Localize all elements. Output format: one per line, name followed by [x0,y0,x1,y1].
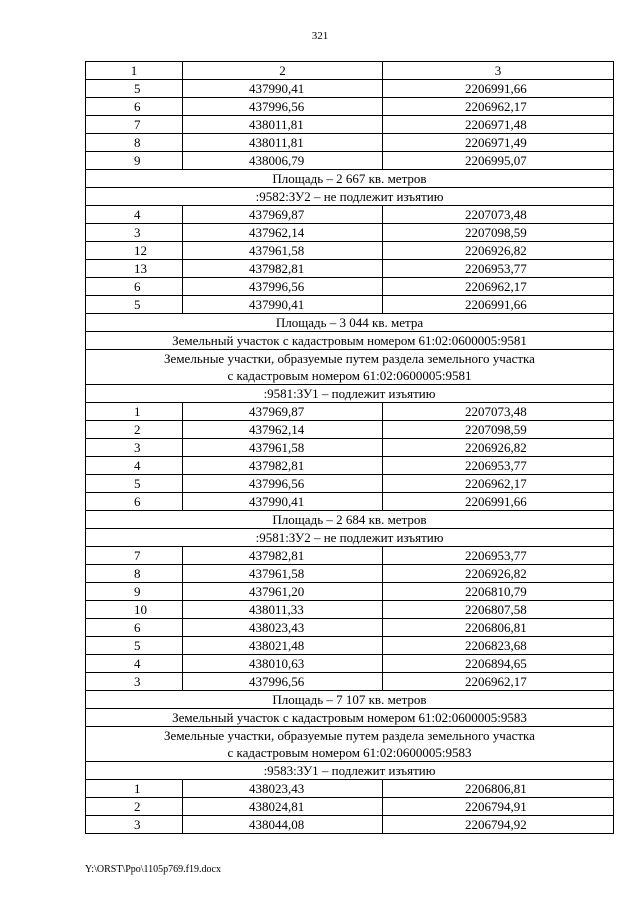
y-coordinate-cell: 2206962,17 [383,475,614,493]
point-number-cell: 3 [86,224,183,242]
header-cell-x: 2 [183,62,383,80]
table-row [86,152,614,170]
point-number-cell: 6 [86,493,183,511]
y-coordinate-cell: 2207098,59 [383,421,614,439]
y-coordinate-cell: 2206991,66 [383,296,614,314]
header-cell-point: 1 [86,62,183,80]
section-row [86,314,614,332]
point-number-cell: 8 [86,134,183,152]
point-number-cell: 4 [86,206,183,224]
y-coordinate-cell: 2206991,66 [383,493,614,511]
section-caption [86,529,614,547]
point-number-cell: 5 [86,80,183,98]
file-path-footer: Y:\ORST\Ppo\1105p769.f19.docx [85,864,221,875]
y-coordinate-cell: 2206794,92 [383,816,614,834]
table-row [86,260,614,278]
section-row [86,709,614,727]
x-coordinate-cell: 437996,56 [183,475,383,493]
x-coordinate-cell: 437982,81 [183,260,383,278]
y-coordinate-cell: 2206962,17 [383,98,614,116]
x-coordinate-cell: 437990,41 [183,80,383,98]
table-row [86,780,614,798]
point-number-cell: 2 [86,798,183,816]
table-row [86,583,614,601]
y-coordinate-cell: 2206806,81 [383,780,614,798]
x-coordinate-cell: 437982,81 [183,547,383,565]
table-row [86,224,614,242]
table-row [86,565,614,583]
table-row [86,619,614,637]
section-row [86,529,614,547]
coordinates-table-body [86,62,614,834]
table-row [86,439,614,457]
point-number-cell: 3 [86,439,183,457]
point-number-cell: 7 [86,116,183,134]
x-coordinate-cell: 438021,48 [183,637,383,655]
section-caption [86,350,614,385]
section-caption-line: Площадь – 7 107 кв. метров [272,692,427,707]
point-number-cell: 6 [86,98,183,116]
section-caption [86,727,614,762]
point-number-cell: 9 [86,152,183,170]
table-row [86,816,614,834]
x-coordinate-cell: 438011,81 [183,134,383,152]
y-coordinate-cell: 2206971,49 [383,134,614,152]
point-number-cell: 4 [86,655,183,673]
section-caption-line: Земельный участок с кадастровым номером 61:02:0600005:9583 [172,710,527,725]
table-row [86,673,614,691]
point-number-cell: 2 [86,421,183,439]
x-coordinate-cell: 437962,14 [183,421,383,439]
section-caption-line: Площадь – 2 684 кв. метров [272,512,427,527]
section-caption [86,170,614,188]
coordinates-table [85,61,614,834]
section-row [86,762,614,780]
section-caption-line: Земельные участки, образуемые путем раздела земельного участка [164,728,535,743]
table-row [86,655,614,673]
point-number-cell: 7 [86,547,183,565]
section-caption-line: Площадь – 3 044 кв. метра [275,315,424,330]
y-coordinate-cell: 2206971,48 [383,116,614,134]
table-row [86,601,614,619]
page-number: 321 [311,30,329,42]
point-number-cell: 5 [86,296,183,314]
point-number-cell: 3 [86,816,183,834]
section-row [86,332,614,350]
section-row [86,350,614,385]
section-caption-line: Земельные участки, образуемые путем раздела земельного участка [164,351,535,366]
table-row [86,547,614,565]
table-row [86,116,614,134]
table-row [86,493,614,511]
section-caption-line: Земельный участок с кадастровым номером 61:02:0600005:9581 [172,333,527,348]
section-row [86,691,614,709]
section-caption [86,691,614,709]
x-coordinate-cell: 437996,56 [183,98,383,116]
y-coordinate-cell: 2206953,77 [383,260,614,278]
point-number-cell: 3 [86,673,183,691]
y-coordinate-cell: 2206962,17 [383,278,614,296]
x-coordinate-cell: 438011,81 [183,116,383,134]
point-number-cell: 6 [86,278,183,296]
section-caption [86,511,614,529]
table-row [86,475,614,493]
table-header-row [86,62,614,80]
y-coordinate-cell: 2206926,82 [383,242,614,260]
table-row [86,98,614,116]
table-row [86,242,614,260]
x-coordinate-cell: 438024,81 [183,798,383,816]
section-caption [86,314,614,332]
y-coordinate-cell: 2206807,58 [383,601,614,619]
section-caption-line: с кадастровым номером 61:02:0600005:9583 [227,745,472,760]
x-coordinate-cell: 437982,81 [183,457,383,475]
header-cell-y: 3 [383,62,614,80]
table-row [86,296,614,314]
x-coordinate-cell: 437996,56 [183,278,383,296]
table-row [86,278,614,296]
section-caption-line: :9582:ЗУ2 – не подлежит изъятию [255,189,444,204]
section-caption-line: с кадастровым номером 61:02:0600005:9581 [227,368,472,383]
x-coordinate-cell: 437961,58 [183,439,383,457]
table-row [86,403,614,421]
y-coordinate-cell: 2207073,48 [383,403,614,421]
section-caption [86,332,614,350]
y-coordinate-cell: 2206926,82 [383,439,614,457]
table-row [86,798,614,816]
table-row [86,206,614,224]
x-coordinate-cell: 437961,20 [183,583,383,601]
point-number-cell: 10 [86,601,183,619]
section-caption [86,762,614,780]
point-number-cell: 13 [86,260,183,278]
y-coordinate-cell: 2206823,68 [383,637,614,655]
y-coordinate-cell: 2206794,91 [383,798,614,816]
y-coordinate-cell: 2206806,81 [383,619,614,637]
point-number-cell: 9 [86,583,183,601]
y-coordinate-cell: 2207098,59 [383,224,614,242]
section-caption-line: :9583:ЗУ1 – подлежит изъятию [263,763,436,778]
x-coordinate-cell: 437961,58 [183,565,383,583]
section-row [86,727,614,762]
x-coordinate-cell: 437969,87 [183,206,383,224]
y-coordinate-cell: 2206962,17 [383,673,614,691]
y-coordinate-cell: 2207073,48 [383,206,614,224]
x-coordinate-cell: 437961,58 [183,242,383,260]
y-coordinate-cell: 2206995,07 [383,152,614,170]
section-caption-line: Площадь – 2 667 кв. метров [272,171,427,186]
section-caption [86,385,614,403]
section-row [86,188,614,206]
section-row [86,385,614,403]
section-caption [86,709,614,727]
point-number-cell: 8 [86,565,183,583]
section-row [86,170,614,188]
x-coordinate-cell: 438044,08 [183,816,383,834]
table-row [86,134,614,152]
point-number-cell: 4 [86,457,183,475]
y-coordinate-cell: 2206810,79 [383,583,614,601]
x-coordinate-cell: 438023,43 [183,780,383,798]
table-row [86,637,614,655]
table-row [86,457,614,475]
x-coordinate-cell: 437990,41 [183,296,383,314]
y-coordinate-cell: 2206953,77 [383,547,614,565]
point-number-cell: 1 [86,780,183,798]
x-coordinate-cell: 438011,33 [183,601,383,619]
y-coordinate-cell: 2206953,77 [383,457,614,475]
x-coordinate-cell: 438010,63 [183,655,383,673]
x-coordinate-cell: 437969,87 [183,403,383,421]
x-coordinate-cell: 437996,56 [183,673,383,691]
section-caption-line: :9581:ЗУ1 – подлежит изъятию [263,386,436,401]
y-coordinate-cell: 2206894,65 [383,655,614,673]
x-coordinate-cell: 437962,14 [183,224,383,242]
x-coordinate-cell: 438023,43 [183,619,383,637]
point-number-cell: 5 [86,637,183,655]
section-caption-line: :9581:ЗУ2 – не подлежит изъятию [255,530,444,545]
y-coordinate-cell: 2206926,82 [383,565,614,583]
table-row [86,80,614,98]
x-coordinate-cell: 438006,79 [183,152,383,170]
point-number-cell: 12 [86,242,183,260]
table-row [86,421,614,439]
point-number-cell: 1 [86,403,183,421]
y-coordinate-cell: 2206991,66 [383,80,614,98]
section-row [86,511,614,529]
point-number-cell: 6 [86,619,183,637]
section-caption [86,188,614,206]
x-coordinate-cell: 437990,41 [183,493,383,511]
point-number-cell: 5 [86,475,183,493]
